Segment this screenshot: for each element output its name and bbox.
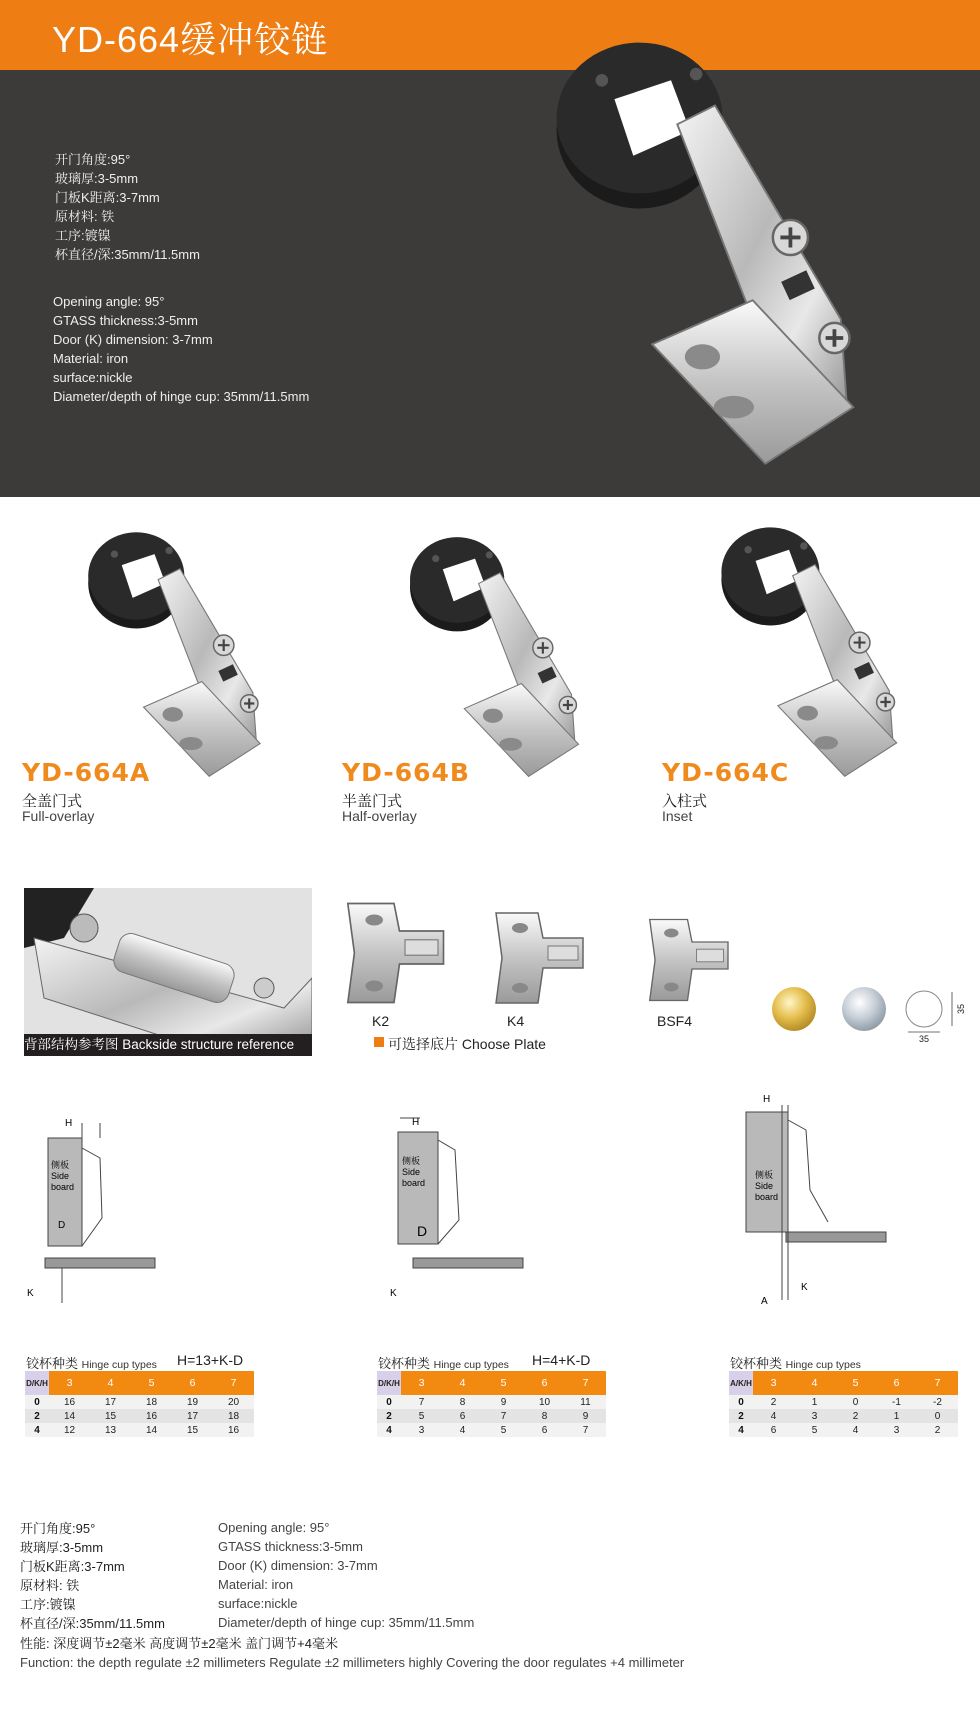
col-header: 5 (131, 1371, 172, 1395)
cell: 6 (524, 1423, 565, 1437)
model-name-zh-c: 入柱式 (662, 793, 708, 810)
corner-cell: D/K/H (25, 1371, 49, 1395)
bottom-specs-zh (20, 1519, 165, 1633)
cell: 3 (876, 1423, 917, 1437)
side-board-label-en: board (755, 1192, 779, 1202)
spec-line: 工序:镀镍 (20, 1597, 76, 1612)
col-header: 5 (835, 1371, 876, 1395)
cell: 5 (401, 1409, 442, 1423)
col-header: 6 (524, 1371, 565, 1395)
table-formula: H=13+K-D (177, 1352, 244, 1368)
backside-structure-image (24, 888, 312, 1056)
hinge-cup-table (377, 1371, 606, 1437)
side-board-label-en: Side (755, 1181, 774, 1191)
cell: 0 (917, 1409, 958, 1423)
diagram-full-overlay (20, 1118, 160, 1308)
col-header: 6 (172, 1371, 213, 1395)
table-row (377, 1409, 606, 1423)
table-row (377, 1395, 606, 1409)
spec-line: Opening angle: 95° (218, 1520, 330, 1535)
table-row (25, 1395, 254, 1409)
table-title-zh: 铰杯种类 (730, 1356, 783, 1371)
side-board-label-en: Side (402, 1167, 421, 1177)
table-title (26, 1353, 157, 1372)
cell: -1 (876, 1395, 917, 1409)
hero-specs-en (53, 292, 309, 406)
cell: 17 (90, 1395, 131, 1409)
cap-height-label: 35 (956, 1003, 966, 1015)
spec-line: Opening angle: 95° (53, 294, 165, 309)
col-header: 3 (401, 1371, 442, 1395)
spec-line: 门板K距离:3-7mm (55, 190, 160, 205)
model-name-zh-b: 半盖门式 (342, 793, 403, 810)
cover-caps (766, 980, 966, 1044)
cell: 13 (90, 1423, 131, 1437)
dim-a-label: A (761, 1296, 768, 1307)
hero-specs-zh (55, 150, 200, 264)
cell: 6 (442, 1409, 483, 1423)
col-header: 7 (917, 1371, 958, 1395)
table-header-row (729, 1371, 958, 1395)
corner-cell: D/K/H (377, 1371, 401, 1395)
row-label: 4 (729, 1423, 753, 1437)
cell: 0 (835, 1395, 876, 1409)
cell: 16 (49, 1395, 90, 1409)
table-header-row (377, 1371, 606, 1395)
model-code-c: YD-664C (662, 758, 790, 787)
cell: 1 (794, 1395, 835, 1409)
row-label: 4 (377, 1423, 401, 1437)
side-board-label-en: board (51, 1182, 75, 1192)
model-name-en-a: Full-overlay (22, 808, 95, 824)
row-label: 0 (729, 1395, 753, 1409)
cell: 2 (917, 1423, 958, 1437)
spec-line: 杯直径/深:35mm/11.5mm (20, 1616, 165, 1631)
cell: 8 (524, 1409, 565, 1423)
spec-line: Material: iron (53, 351, 129, 366)
dim-k-label: K (801, 1282, 808, 1293)
row-label: 2 (729, 1409, 753, 1423)
cell: 16 (213, 1423, 254, 1437)
cell: 11 (565, 1395, 606, 1409)
cell: 5 (483, 1423, 524, 1437)
table-title (378, 1353, 509, 1372)
spec-line: Door (K) dimension: 3-7mm (53, 332, 213, 347)
table-row (729, 1409, 958, 1423)
silver-cap (842, 987, 886, 1031)
bottom-specs-en (218, 1518, 474, 1632)
cell: 9 (483, 1395, 524, 1409)
model-name-en-b: Half-overlay (342, 808, 417, 824)
col-header: 4 (794, 1371, 835, 1395)
table-header-row (25, 1371, 254, 1395)
spec-line: Material: iron (218, 1577, 294, 1592)
plate-label-k4: K4 (507, 1013, 525, 1029)
model-name-zh-a: 全盖门式 (22, 793, 83, 810)
cell: 17 (172, 1409, 213, 1423)
diagram-half-overlay (375, 1110, 525, 1310)
cell: 6 (753, 1423, 794, 1437)
cell: 12 (49, 1423, 90, 1437)
hero-hinge-image (480, 30, 950, 470)
table-title-en: Hinge cup types (433, 1359, 509, 1371)
spec-line: GTASS thickness:3-5mm (53, 313, 198, 328)
bullet-square (374, 1037, 384, 1047)
cell: 7 (483, 1409, 524, 1423)
performance-line: 性能: 深度调节±2毫米 高度调节±2毫米 盖门调节+4毫米 (20, 1636, 338, 1651)
table-title-en: Hinge cup types (81, 1359, 157, 1371)
col-header: 7 (213, 1371, 254, 1395)
spec-line: 玻璃厚:3-5mm (55, 171, 139, 186)
spec-line: 开门角度:95° (55, 152, 131, 167)
cell: 18 (131, 1395, 172, 1409)
row-label: 0 (25, 1395, 49, 1409)
col-header: 3 (49, 1371, 90, 1395)
col-header: 7 (565, 1371, 606, 1395)
table-row (25, 1409, 254, 1423)
cell: 9 (565, 1409, 606, 1423)
side-board-label-en: board (402, 1178, 426, 1188)
dim-d-label: D (58, 1220, 66, 1231)
white-cap (906, 991, 942, 1027)
hinge-cup-table (25, 1371, 254, 1437)
dim-h-label: H (412, 1117, 420, 1128)
cell: 3 (794, 1409, 835, 1423)
corner-cell: A/K/H (729, 1371, 753, 1395)
col-header: 3 (753, 1371, 794, 1395)
plate-label-k2: K2 (372, 1013, 390, 1029)
table-row (25, 1423, 254, 1437)
spec-line: 开门角度:95° (20, 1521, 96, 1536)
plate-label-bsf4: BSF4 (657, 1013, 693, 1029)
spec-line: 原材料: 铁 (20, 1578, 80, 1593)
dim-k-label: K (27, 1288, 34, 1299)
row-label: 2 (25, 1409, 49, 1423)
cell: 4 (442, 1423, 483, 1437)
model-name-en-c: Inset (662, 808, 693, 824)
hinge-image-c (680, 520, 950, 780)
table-title-zh: 铰杯种类 (26, 1356, 79, 1371)
cell: 4 (835, 1423, 876, 1437)
cell: 18 (213, 1409, 254, 1423)
table-formula: H=4+K-D (532, 1352, 591, 1368)
side-board-label-en: Side (51, 1171, 70, 1181)
spec-line: 杯直径/深:35mm/11.5mm (55, 247, 200, 262)
cell: 3 (401, 1423, 442, 1437)
table-title-en: Hinge cup types (785, 1359, 861, 1371)
diagram-inset (738, 1090, 888, 1310)
cell: -2 (917, 1395, 958, 1409)
backside-caption: 背部结构参考图 Backside structure reference (24, 1034, 312, 1056)
side-board-label-zh: 侧板 (402, 1156, 421, 1166)
cell: 15 (172, 1423, 213, 1437)
row-label: 2 (377, 1409, 401, 1423)
spec-line: 原材料: 铁 (55, 209, 115, 224)
spec-line: surface:nickle (53, 370, 133, 385)
plate-image-bsf4 (620, 915, 755, 1005)
spec-line: 工序:镀镍 (55, 228, 111, 243)
cell: 10 (524, 1395, 565, 1409)
cell: 1 (876, 1409, 917, 1423)
table-row (729, 1395, 958, 1409)
side-board-label-zh: 侧板 (755, 1170, 774, 1180)
cell: 7 (401, 1395, 442, 1409)
spec-line: GTASS thickness:3-5mm (218, 1539, 363, 1554)
row-label: 0 (377, 1395, 401, 1409)
side-board-label-zh: 侧板 (51, 1160, 70, 1170)
col-header: 6 (876, 1371, 917, 1395)
plate-image-k4 (478, 908, 598, 1008)
dim-h-label: H (763, 1094, 771, 1105)
dim-k-label: K (390, 1288, 397, 1299)
hinge-image-a (40, 525, 320, 780)
model-code-b: YD-664B (342, 758, 470, 787)
cell: 15 (90, 1409, 131, 1423)
row-label: 4 (25, 1423, 49, 1437)
cell: 14 (131, 1423, 172, 1437)
gold-cap (772, 987, 816, 1031)
spec-line: 玻璃厚:3-5mm (20, 1540, 104, 1555)
hinge-image-b (360, 530, 640, 780)
model-code-a: YD-664A (22, 758, 151, 787)
choose-plate-label: 可选择底片 Choose Plate (388, 1036, 546, 1052)
cell: 16 (131, 1409, 172, 1423)
dim-d-label: D (417, 1223, 428, 1239)
dim-h-label: H (65, 1118, 73, 1129)
cell: 2 (753, 1395, 794, 1409)
cell: 4 (753, 1409, 794, 1423)
page-title: YD-664缓冲铰链 (52, 19, 329, 60)
col-header: 5 (483, 1371, 524, 1395)
table-title-zh: 铰杯种类 (378, 1356, 431, 1371)
table-row (729, 1423, 958, 1437)
spec-line: Door (K) dimension: 3-7mm (218, 1558, 378, 1573)
spec-line: surface:nickle (218, 1596, 298, 1611)
cell: 2 (835, 1409, 876, 1423)
spec-line: Diameter/depth of hinge cup: 35mm/11.5mm (218, 1615, 475, 1630)
cell: 19 (172, 1395, 213, 1409)
cell: 5 (794, 1423, 835, 1437)
function-line: Function: the depth regulate ±2 millimeters Regulate ±2 millimeters highly Covering the door regulates +4 millimeter (20, 1655, 685, 1670)
cell: 7 (565, 1423, 606, 1437)
plate-image-k2 (334, 898, 454, 1008)
col-header: 4 (442, 1371, 483, 1395)
table-row (377, 1423, 606, 1437)
cell: 14 (49, 1409, 90, 1423)
cell: 20 (213, 1395, 254, 1409)
col-header: 4 (90, 1371, 131, 1395)
cell: 8 (442, 1395, 483, 1409)
spec-line: 门板K距离:3-7mm (20, 1559, 125, 1574)
spec-line: Diameter/depth of hinge cup: 35mm/11.5mm (53, 389, 310, 404)
cap-width-label: 35 (918, 1034, 930, 1044)
table-title (730, 1353, 861, 1372)
hinge-cup-table (729, 1371, 958, 1437)
